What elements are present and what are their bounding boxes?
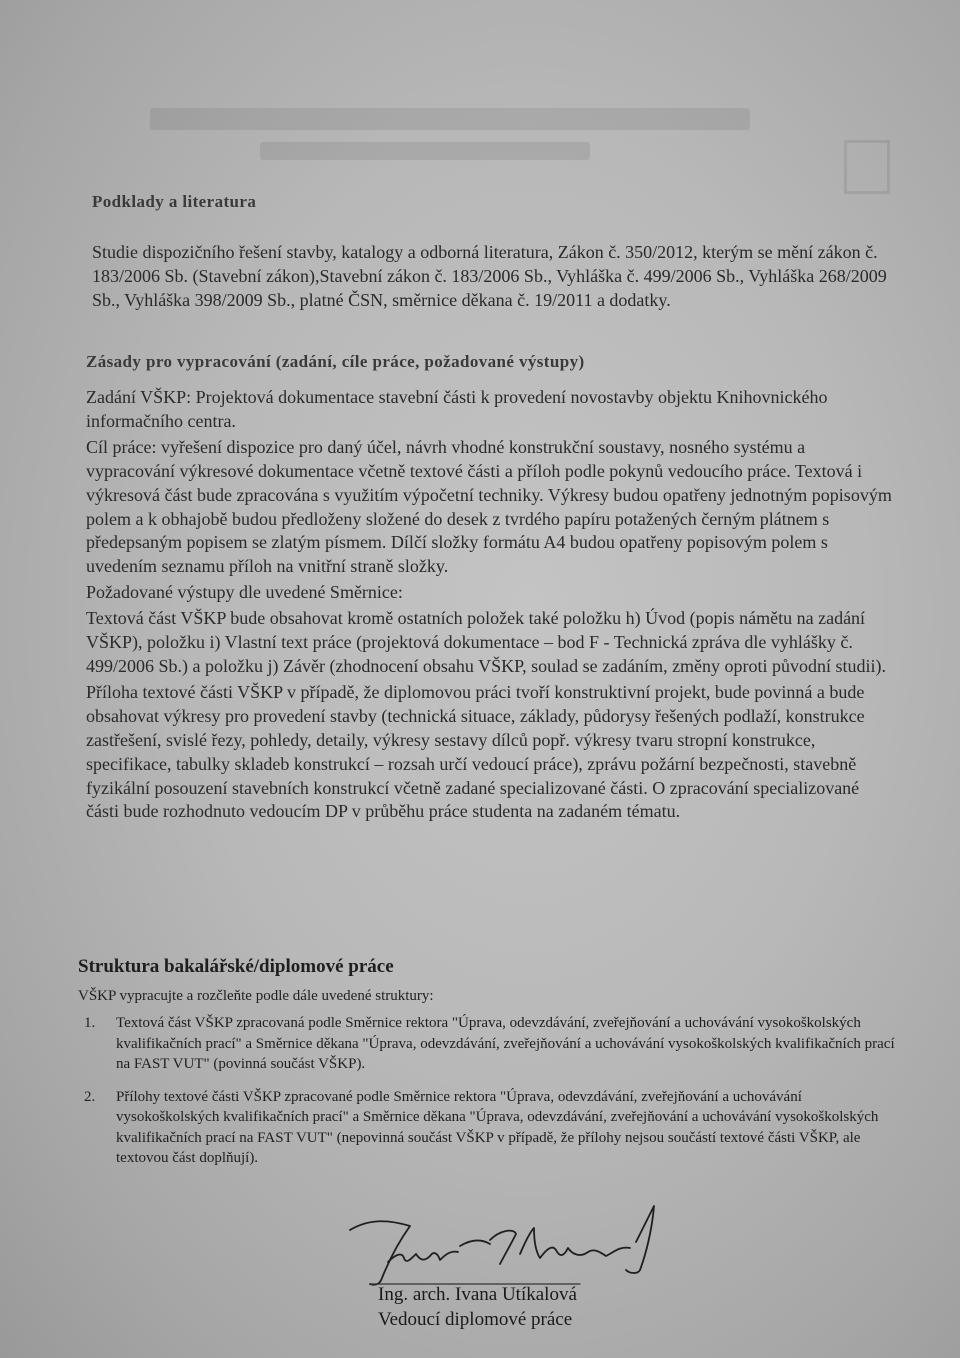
supervisor-name: Ing. arch. Ivana Utíkalová: [378, 1284, 577, 1305]
structure-item-number: 1.: [84, 1015, 96, 1031]
structure-item: [78, 1087, 898, 1169]
principles-paragraph-outputs-label: Požadované výstupy dle uvedené Směrnice:: [86, 582, 403, 603]
principles-paragraph-assignment: Zadání VŠKP: Projektová dokumentace stavební části k provedení novostavby objektu Knihovnického informačního centra.: [86, 387, 828, 431]
structure-item-text: Textová část VŠKP zpracovaná podle Směrnice rektora "Úprava, odevzdávání, zveřejňování a uchovávání vysokoškolských kvalifikačních prací" a Směrnice děkana "Úprava, odevzdávání, zveřejňování a uchovávání vysokoškolských kvalifikačních prací na FAST VUT" (povinná součást VŠKP).: [116, 1015, 895, 1072]
literature-text: Studie dispozičního řešení stavby, katalogy a odborná literatura, Zákon č. 350/2012, kterým se mění zákon č. 183/2006 Sb. (Stavební zákon),Stavební zákon č. 183/2006 Sb., Vyhláška č. 499/2006 Sb., Vyhláška 268/2009 Sb., Vyhláška 398/2009 Sb., platné ČSN, směrnice děkana č. 19/2011 a dodatky.: [92, 242, 887, 310]
structure-item-number: 2.: [84, 1088, 96, 1105]
supervisor-role: Vedoucí diplomové práce: [378, 1309, 573, 1330]
bleed-through-box: [844, 140, 890, 194]
literature-section: [92, 192, 892, 312]
structure-item-text: Přílohy textové části VŠKP zpracované podle Směrnice rektora "Úprava, odevzdávání, zveřejňování a uchovávání vysokoškolských kvalifikačních prací" a Směrnice děkana "Úprava, odevzdávání, zveřejňování a uchovávání vysokoškolských kvalifikačních prací na FAST VUT" (nepovinná součást VŠKP v případě, že přílohy nejsou součástí textové části VŠKP, ale textovou část doplňují).: [116, 1088, 879, 1166]
principles-heading: Zásady pro vypracování (zadání, cíle práce, požadované výstupy): [86, 352, 585, 371]
principles-paragraph-text-part: Textová část VŠKP bude obsahovat kromě ostatních položek také položku h) Úvod (popis námětu na zadání VŠKP), položku i) Vlastní text práce (projektová dokumentace – bod F - Technická zpráva dle vyhlášky č. 499/2006 Sb.) a položku j) Závěr (zhodnocení obsahu VŠKP, soulad se zadáním, změny oproti původní studii).: [86, 608, 887, 676]
structure-intro: VŠKP vypracujte a rozčleňte podle dále uvedené struktury:: [78, 988, 434, 1004]
principles-section: [86, 352, 896, 824]
signature-drawing: [340, 1200, 680, 1290]
structure-item: [78, 1013, 898, 1075]
principles-paragraph-attachment: Příloha textové části VŠKP v případě, že diplomovou práci tvoří konstruktivní projekt, bude povinná a bude obsahovat výkresy pro provedení stavby (technická situace, základy, půdorysy řešených podlaží, konstrukce zastřešení, svislé řezy, pohledy, detaily, výkresy sestavy dílců popř. výkresy tvaru stropní konstrukce, specifikace, tabulky skladeb konstrukcí – rozsah určí vedoucí práce), zprávu požární bezpečnosti, stavebně fyzikální posouzení stavebních konstrukcí včetně zadané specializované části. O zpracování specializované části bude rozhodnuto vedoucím DP v průběhu práce studenta na zadaném tématu.: [86, 681, 865, 822]
literature-heading: Podklady a literatura: [92, 192, 257, 211]
signature-block: [378, 1282, 577, 1332]
principles-paragraph-goal: Cíl práce: vyřešení dispozice pro daný účel, návrh vhodné konstrukční soustavy, nosného systému a vypracování výkresové dokumentace včetně textové části a příloh podle pokynů vedoucího práce. Textová i výkresová část bude zpracována s využitím výpočetní techniky. Výkresy budou opatřeny jednotným popisovým polem a k obhajobě budou předloženy složené do desek z tvrdého papíru potažených černým plátnem s předepsaným popisem se zlatým písmem. Dílčí složky formátu A4 budou opatřeny popisovým polem s uvedením seznamu příloh na vnitřní straně složky.: [86, 436, 892, 577]
structure-section: [78, 956, 898, 1181]
structure-title: Struktura bakalářské/diplomové práce: [78, 956, 394, 977]
handwritten-signature: [340, 1200, 680, 1290]
bleed-through-heading: [150, 108, 790, 168]
structure-list: [78, 1013, 898, 1169]
